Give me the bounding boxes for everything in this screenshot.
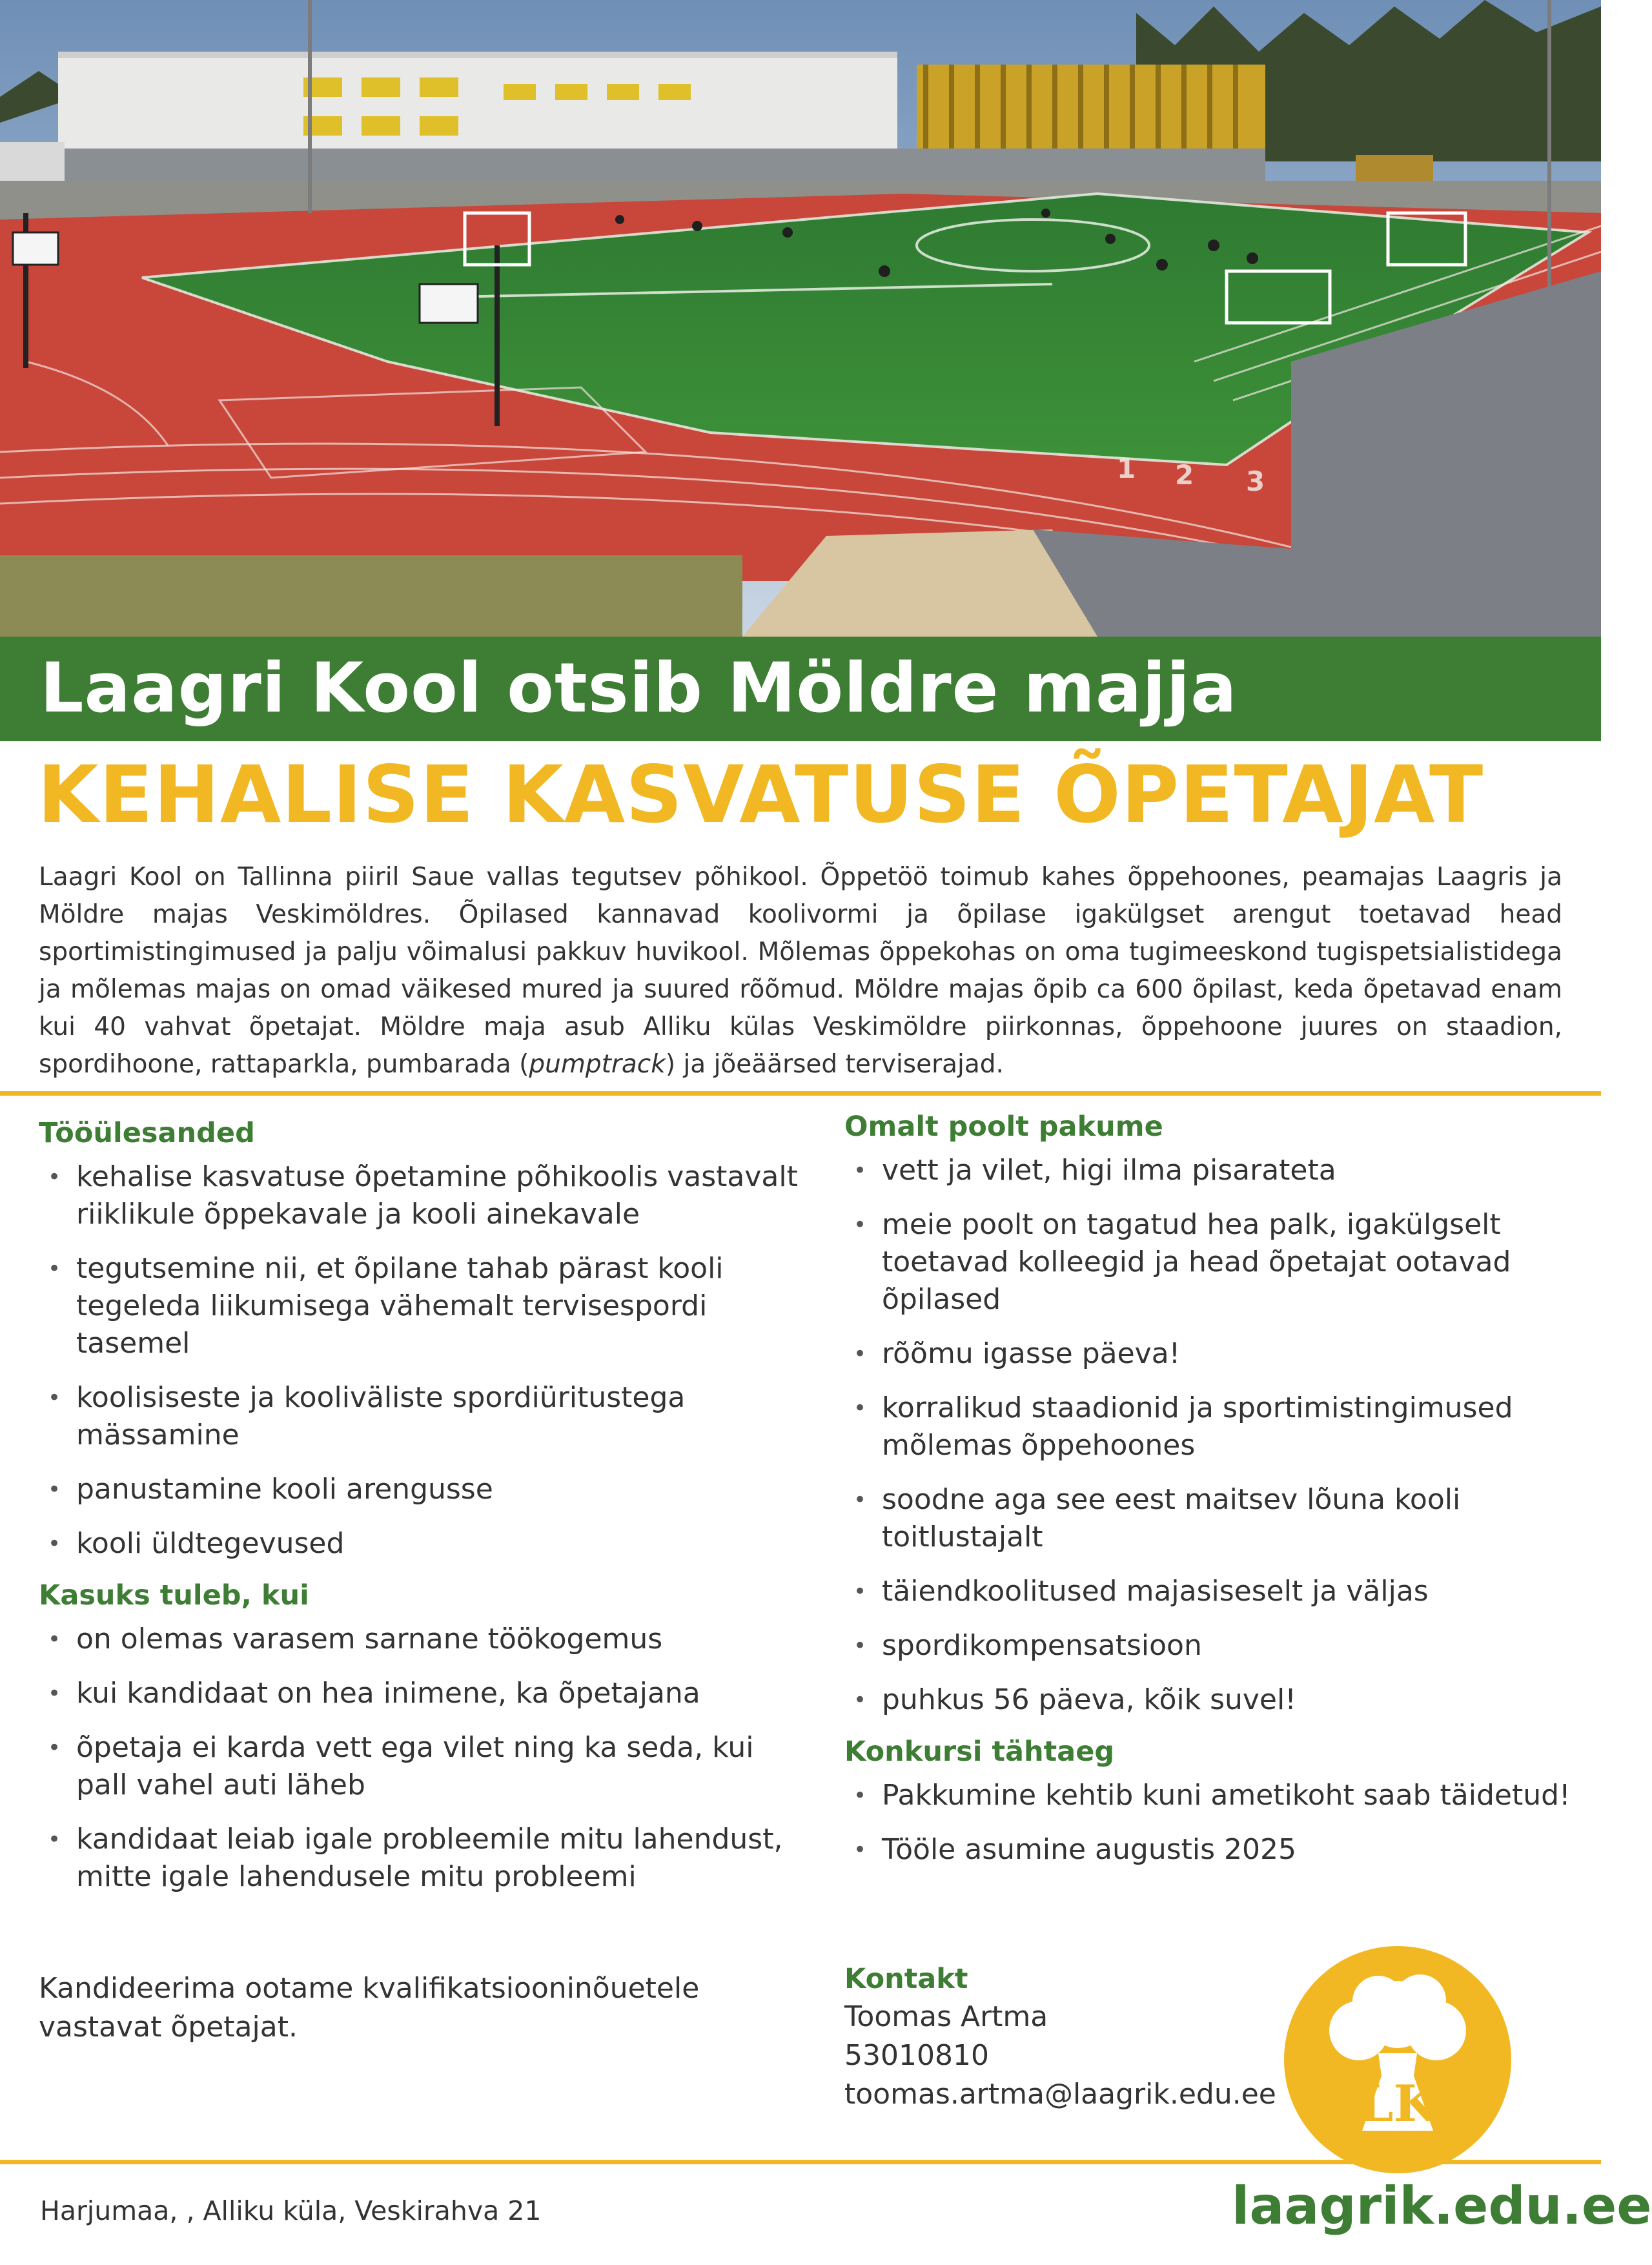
list-item: • vett ja vilet, higi ilma pisarateta: [844, 1152, 1580, 1189]
offer-list: [844, 1152, 1580, 1719]
plus-list: [39, 1621, 813, 1896]
list-item: • kui kandidaat on hea inimene, ka õpetajana: [39, 1675, 813, 1712]
list-item: • kooli üldtegevused: [39, 1525, 813, 1563]
deadline-heading: Konkursi tähtaeg: [844, 1736, 1115, 1768]
contact-name: Toomas Artma: [844, 2000, 1048, 2033]
stadium-illustration: [0, 0, 1601, 637]
footer-address: Harjumaa, , Alliku küla, Veskirahva 21: [40, 2195, 542, 2226]
lane-number: 1: [1117, 453, 1136, 484]
list-item: • Pakkumine kehtib kuni ametikoht saab täidetud!: [844, 1777, 1580, 1814]
list-item: • puhkus 56 päeva, kõik suvel!: [844, 1681, 1580, 1719]
intro-italic: pumptrack: [529, 1050, 666, 1079]
intro-tail: ) ja jõeäärsed terviserajad.: [665, 1050, 1004, 1079]
lane-number: 3: [1246, 466, 1265, 497]
list-item: • Tööle asumine augustis 2025: [844, 1831, 1580, 1869]
list-item: • spordikompensatsioon: [844, 1627, 1580, 1665]
top-divider: [0, 1091, 1601, 1096]
deadline-list: [844, 1777, 1580, 1869]
list-item: • koolisiseste ja kooliväliste spordiüritustega mässamine: [39, 1379, 813, 1454]
list-item: • tegutsemine nii, et õpilane tahab pärast kooli tegeleda liikumisega vähemalt tervisespordi tasemel: [39, 1250, 813, 1362]
duties-list: [39, 1158, 813, 1563]
list-item: • täiendkoolitused majasiseselt ja väljas: [844, 1573, 1580, 1610]
contact-email[interactable]: toomas.artma@laagrik.edu.ee: [844, 2078, 1276, 2111]
tree-lk-logo-icon: [1281, 1943, 1514, 2176]
list-item: • soodne aga see eest maitsev lõuna kooli toitlustajalt: [844, 1481, 1580, 1556]
plus-heading: Kasuks tuleb, kui: [39, 1579, 309, 1612]
contact-heading: Kontakt: [844, 1963, 968, 1995]
list-item: • kandidaat leiab igale probleemile mitu lahendust, mitte igale lahendusele mitu probleemi: [39, 1821, 813, 1896]
list-item: • kehalise kasvatuse õpetamine põhikoolis vastavalt riiklikule õppekavale ja kooli ainekavale: [39, 1158, 813, 1233]
header-title: Laagri Kool otsib Möldre majja: [40, 648, 1238, 728]
intro-text: Laagri Kool on Tallinna piiril Saue vallas tegutsev põhikool. Õppetöö toimub kahes õppehoones, peamajas Laagris ja Möldre majas Veskimöldres. Õpilased kannavad koolivormi ja õpilase igakülgset arengut toetavad head sportimistingimused ja palju võimalusi pakkuv huvikool. Mõlemas õppekohas on oma tugimeeskond tugispetsialistidega ja mõlemas majas on omad väikesed mured ja suured rõõmud. Möldre majas õpib ca 600 õpilast, keda õpetavad enam kui 40 vahvat õpetajat. Möldre maja asub Alliku külas Veskimöldre piirkonnas, õppehoone juures on staadion, spordihoone, rattaparkla, pumbarada (: [39, 863, 1562, 1079]
contact-phone[interactable]: 53010810: [844, 2039, 989, 2072]
logo-letters: LK: [1358, 2075, 1438, 2133]
list-item: • on olemas varasem sarnane töökogemus: [39, 1621, 813, 1658]
position-title: KEHALISE KASVATUSE ÕPETAJAT: [37, 749, 1484, 841]
left-column: [39, 1117, 813, 1912]
list-item: • meie poolt on tagatud hea palk, igakülgselt toetavad kolleegid ja head õpetajat ootavad õpilased: [844, 1206, 1580, 1318]
list-item: • panustamine kooli arengusse: [39, 1471, 813, 1508]
offer-heading: Omalt poolt pakume: [844, 1111, 1163, 1143]
list-item: • korralikud staadionid ja sportimistingimused mõlemas õppehoones: [844, 1389, 1580, 1464]
right-column: [844, 1111, 1580, 1885]
intro-paragraph: [39, 859, 1562, 1083]
hero-photo: [0, 0, 1601, 637]
lane-number: 2: [1175, 459, 1194, 491]
bottom-divider: [0, 2160, 1601, 2164]
list-item: • õpetaja ei karda vett ega vilet ning ka seda, kui pall vahel auti läheb: [39, 1729, 813, 1804]
list-item: • rõõmu igasse päeva!: [844, 1335, 1580, 1373]
footer-website[interactable]: laagrik.edu.ee: [1232, 2176, 1652, 2236]
closing-text: Kandideerima ootame kvalifikatsiooninõuetele vastavat õpetajat.: [39, 1972, 700, 2044]
duties-heading: Tööülesanded: [39, 1117, 255, 1149]
